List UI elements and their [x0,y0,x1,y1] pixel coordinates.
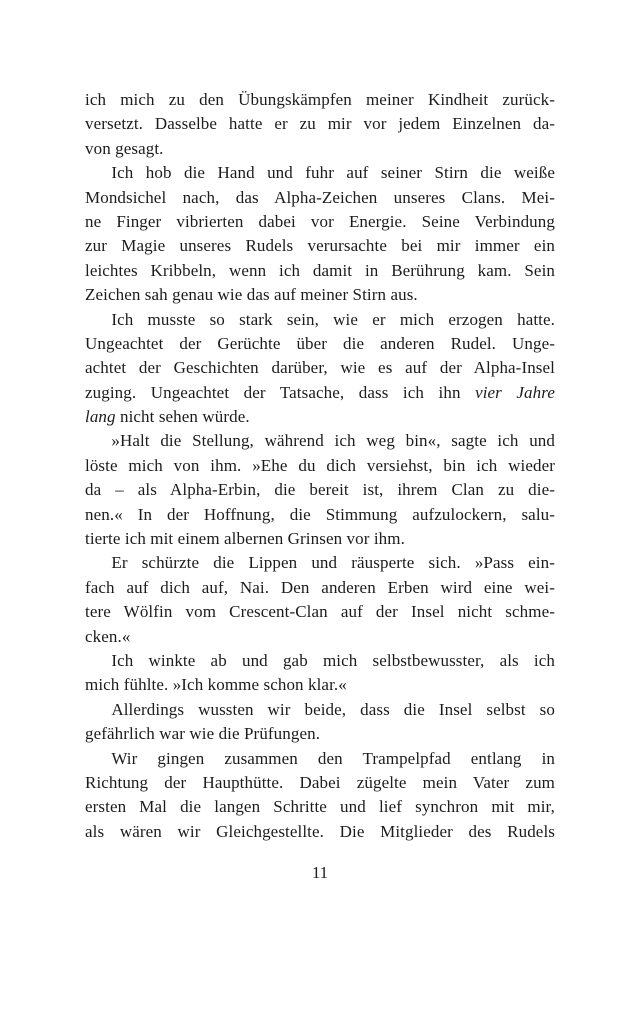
text-line [85,820,555,844]
text-segment: ich mich zu den Übungskämpfen meiner Kindheit zurück- [85,90,555,109]
text-segment: »Halt die Stellung, während ich weg bin«, sagte ich und [111,431,555,451]
paragraph [85,698,555,747]
paragraph [85,88,555,161]
text-segment: Ich hob die Hand und fuhr auf seiner Stirn die weiße [111,163,555,183]
text-segment: mich fühlte. »Ich komme schon klar.« [85,675,347,695]
text-line [85,210,555,234]
text-line [85,600,555,624]
text-line [85,795,555,819]
text-line [85,356,555,380]
text-segment: löste mich von ihm. »Ehe du dich versiehst, bin ich wieder [85,455,555,475]
text-line [85,747,555,771]
text-line [85,332,555,356]
text-line [85,88,555,112]
paragraph [85,649,555,698]
text-line [85,527,555,551]
text-segment: ersten Mal die langen Schritte und lief synchron mit mir, [85,797,555,817]
text-line [85,576,555,600]
text-line [85,234,555,258]
text-segment: nen.« In der Hoffnung, die Stimmung aufzulockern, salu- [85,504,555,524]
text-segment: Wir gingen zusammen den Trampelpfad entlang in [111,748,555,768]
paragraph [85,747,555,845]
text-line [85,308,555,332]
text-line [85,381,555,405]
text-line [85,722,555,746]
text-segment: cken.« [85,626,131,646]
paragraph [85,308,555,430]
text-line [85,429,555,453]
paragraph [85,551,555,649]
text-line [85,161,555,185]
italic-text: vier Jahre [475,382,555,402]
text-line [85,478,555,502]
text-line [85,454,555,478]
text-line [85,625,555,649]
text-segment: zur Magie unseres Rudels verursachte bei mir immer ein [85,236,555,256]
text-line [85,698,555,722]
text-line [85,405,555,429]
text-segment: Ungeachtet der Gerüchte über die anderen Rudel. Unge- [85,333,555,353]
text-segment: als wären wir Gleichgestellte. Die Mitglieder des Rudels [85,821,555,841]
text-segment: gefährlich war wie die Prüfungen. [85,724,321,744]
text-segment: Allerdings wussten wir beide, dass die Insel selbst so [111,699,555,719]
text-line [85,112,555,136]
text-line [85,503,555,527]
text-segment: Ich musste so stark sein, wie er mich erzogen hatte. [111,309,555,329]
text-segment: tierte ich mit einem albernen Grinsen vor ihm. [85,529,405,549]
text-line [85,283,555,307]
text-line [85,771,555,795]
text-line [85,137,555,161]
text-segment: da – als Alpha-Erbin, die bereit ist, ihrem Clan zu die- [85,480,555,500]
text-line [85,259,555,283]
italic-text: lang [85,407,116,427]
text-segment: Richtung der Haupthütte. Dabei zügelte mein Vater zum [85,772,555,792]
text-segment: Er schürzte die Lippen und räusperte sich. »Pass ein- [111,553,555,573]
text-line [85,673,555,697]
text-segment: leichtes Kribbeln, wenn ich damit in Berührung kam. Sein [85,260,555,280]
text-segment: versetzt. Dasselbe hatte er zu mir vor jedem Einzelnen da- [85,114,555,134]
text-segment: Mondsichel nach, das Alpha-Zeichen unseres Clans. Mei- [85,187,555,207]
text-line [85,186,555,210]
paragraph [85,161,555,307]
text-segment: nicht sehen würde. [115,407,250,427]
text-segment: Ich winkte ab und gab mich selbstbewusster, als ich [111,650,555,670]
text-segment: tere Wölfin vom Crescent-Clan auf der Insel nicht schme- [85,602,555,622]
text-line [85,551,555,575]
text-segment: achtet der Geschichten darüber, wie es auf der Alpha-Insel [85,358,555,378]
text-line [85,649,555,673]
text-segment: von gesagt. [85,138,164,158]
paragraph [85,429,555,551]
page-number: 11 [311,863,329,883]
text-segment: Zeichen sah genau wie das auf meiner Stirn aus. [85,285,418,305]
text-segment: ne Finger vibrierten dabei vor Energie. Seine Verbindung [85,211,555,231]
body-text [85,88,555,844]
text-segment: fach auf dich auf, Nai. Den anderen Erben wird eine wei- [85,577,555,597]
text-segment: zuging. Ungeachtet der Tatsache, dass ich ihn [85,382,476,402]
